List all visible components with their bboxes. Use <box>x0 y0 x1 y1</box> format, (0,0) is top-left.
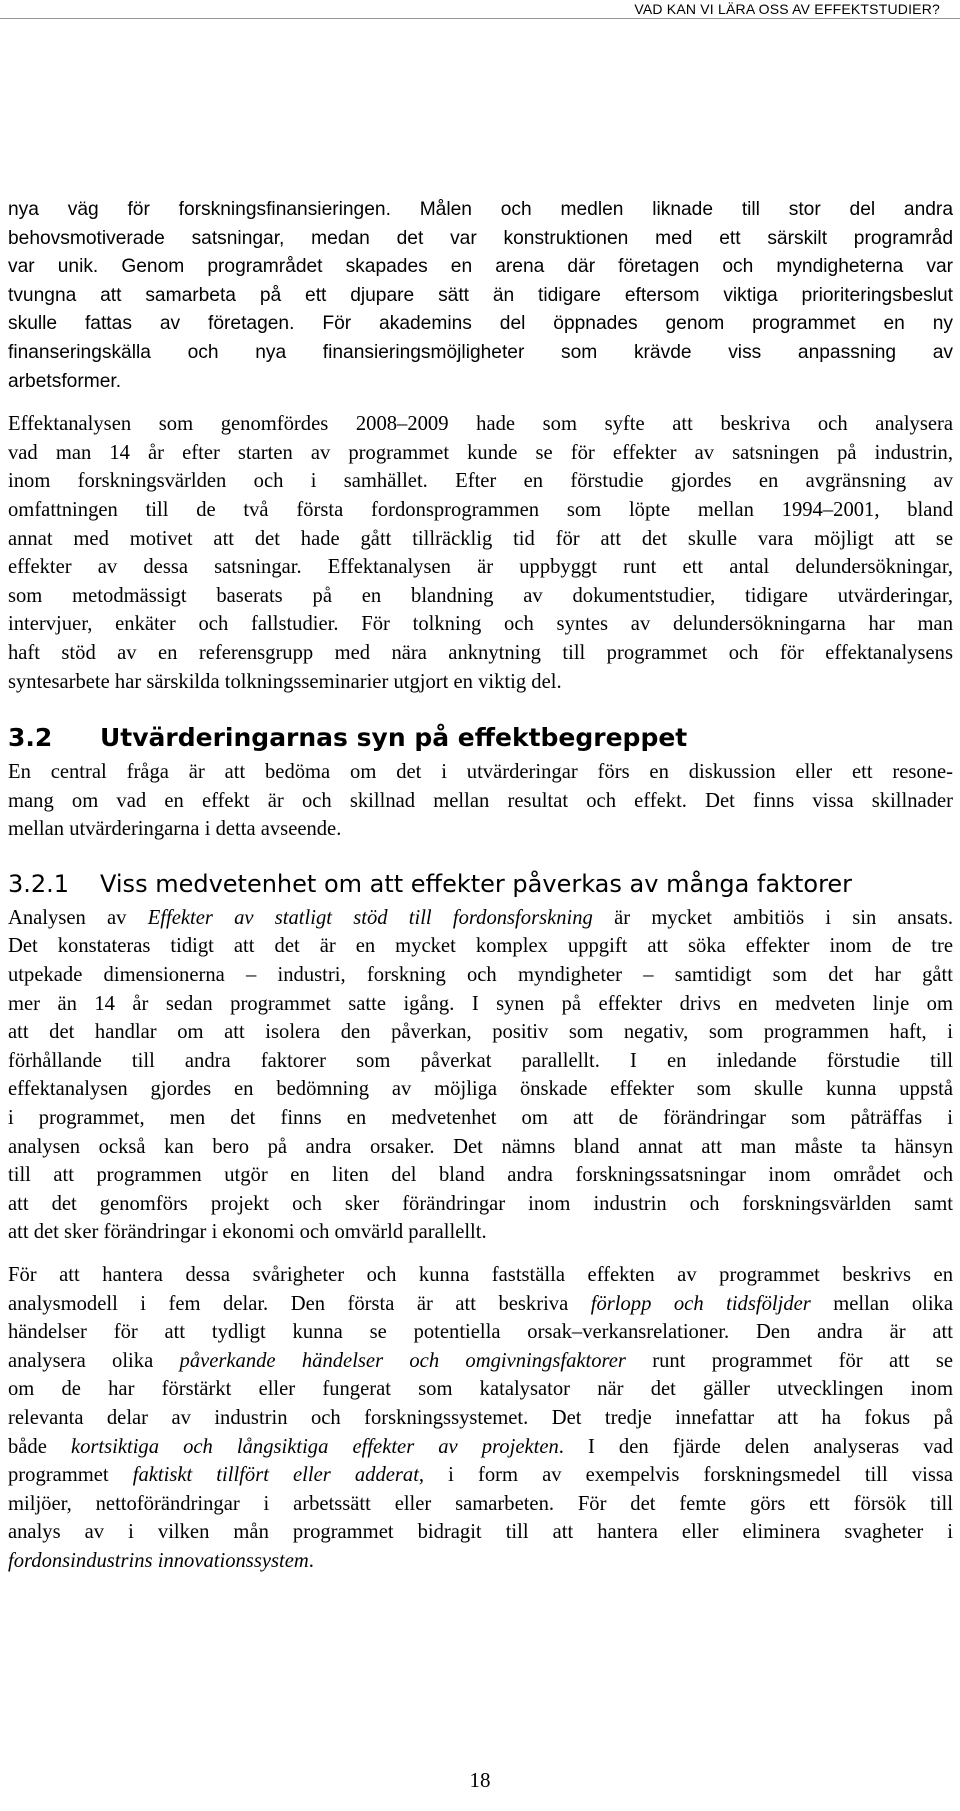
paragraph-central-question <box>8 758 953 844</box>
text-line: analysera olika påverkande händelser och omgivningsfaktorer runt programmet för att se <box>8 1349 953 1372</box>
text-line: till att programmen utgör en liten del bland andra forskningssatsningar inom området och <box>8 1164 953 1187</box>
paragraph-effect-analysis <box>8 410 953 696</box>
subsection-title: Viss medvetenhet om att effekter påverkas av många faktorer <box>100 869 853 898</box>
text-line: förhållande till andra faktorer som påverkat parallellt. I en inledande förstudie till <box>8 1049 953 1072</box>
section-title: Utvärderingarnas syn på effektbegreppet <box>100 723 688 753</box>
text-line: att det handlar om att isolera den påverkan, positiv som negativ, som programmen haft, i <box>8 1021 953 1044</box>
italic-report-title: Effekter av statligt stöd till fordonsforskning <box>147 906 593 929</box>
text-line: att det sker förändringar i ekonomi och omvärld parallellt. <box>8 1221 487 1244</box>
text-line: Det konstateras tidigt att det är en mycket komplex uppgift att söka effekter inom de tre <box>8 935 953 958</box>
text-line: omfattningen till de två första fordonsprogrammen som löpte mellan 1994–2001, bland <box>8 498 953 521</box>
text-line: analys av i vilken mån programmet bidragit till att hantera eller eliminera svagheter i <box>8 1521 953 1544</box>
text-line: finanseringskälla och nya finansieringsmöjligheter som krävde viss anpassning av <box>8 341 953 363</box>
running-header <box>0 0 960 16</box>
text-line: om de har förstärkt eller fungerat som katalysator när det gäller utvecklingen inom <box>8 1378 953 1401</box>
section-heading <box>8 718 953 758</box>
text-line: skulle fattas av företagen. För akademins del öppnades genom programmet en ny <box>8 313 953 335</box>
paragraph-analysis-ambition <box>8 904 953 1247</box>
text-line: För att hantera dessa svårigheter och kunna fastställa effekten av programmet beskrivs en <box>8 1264 953 1286</box>
text-line: utpekade dimensionerna – industri, forskning och myndigheter – samtidigt som det har gått <box>8 964 953 987</box>
subsection-number: 3.2.1 <box>8 869 70 898</box>
running-title: VAD KAN VI LÄRA OSS AV EFFEKTSTUDIER? <box>634 1 940 17</box>
text-line: haft stöd av en referensgrupp med nära anknytning till programmet och för effektanalysens <box>8 641 953 664</box>
text-line: analysmodell i fem delar. Den första är att beskriva förlopp och tidsföljder mellan olika <box>8 1292 953 1315</box>
text-line: att det genomförs projekt och sker förändringar inom industrin och forskningsvärlden samt <box>8 1192 953 1215</box>
text-line: annat med motivet att det hade gått tillräcklig tid för att det skulle vara möjligt att se <box>8 527 953 550</box>
text-line: tvungna att samarbeta på ett djupare sätt än tidigare eftersom viktiga prioriteringsbeslut <box>8 284 953 306</box>
text-line: intervjuer, enkäter och fallstudier. För tolkning och syntes av delundersökningarna har man <box>8 613 953 636</box>
text-line: vad man 14 år efter starten av programmet kunde se för effekter av satsningen på industrin, <box>8 441 953 464</box>
text-line: mellan utvärderingarna i detta avseende. <box>8 818 342 841</box>
text-line: miljöer, nettoförändringar i arbetssätt eller samarbeten. För det femte görs ett försök till <box>8 1492 953 1515</box>
text-line: Analysen av Effekter av statligt stöd till fordonsforskning är mycket ambitiös i sin ansats. <box>8 906 954 929</box>
text-line: arbetsformer. <box>8 370 122 392</box>
text-line: i programmet, men det finns en medvetenhet om att de förändringar som påträffas i <box>8 1107 953 1130</box>
text-line: både kortsiktiga och långsiktiga effekter av projekten. I den fjärde delen analyseras vad <box>8 1435 953 1458</box>
text-line: effektanalysen gjordes en bedömning av möjliga önskade effekter som skulle kunna uppstå <box>8 1078 953 1101</box>
text-line: händelser för att tydligt kunna se potentiella orsak–verkansrelationer. Den andra är att <box>8 1321 953 1344</box>
text-line: Effektanalysen som genomfördes 2008–2009 hade som syfte att beskriva och analysera <box>8 413 953 436</box>
text-line: En central fråga är att bedöma om det i utvärderingar förs en diskussion eller ett resone- <box>8 761 953 784</box>
text-line: programmet faktiskt tillfört eller adderat, i form av exempelvis forskningsmedel till vissa <box>8 1464 953 1487</box>
text-line: var unik. Genom programrådet skapades en arena där företagen och myndigheterna var <box>8 256 953 278</box>
text-line: mer än 14 år sedan programmet satte igång. I synen på effekter drivs en medveten linje om <box>8 992 953 1015</box>
text-line: mang om vad en effekt är och skillnad mellan resultat och effekt. Det finns vissa skillnader <box>8 789 953 812</box>
page-number: 18 <box>469 1768 491 1792</box>
section-number: 3.2 <box>8 723 53 753</box>
text-line: syntesarbete har särskilda tolkningsseminarier utgjort en viktig del. <box>8 670 562 693</box>
text-line: behovsmotiverade satsningar, medan det var konstruktionen med ett särskilt programråd <box>8 227 953 249</box>
text-line: effekter av dessa satsningar. Effektanalysen är uppbyggt runt ett antal delundersökningar, <box>8 556 953 579</box>
text-line: fordonsindustrins innovationssystem. <box>8 1549 314 1572</box>
page-body <box>8 196 953 1576</box>
text-line: inom forskningsvärlden och i samhället. Efter en förstudie gjordes en avgränsning av <box>8 470 953 493</box>
paragraph-analysis-model <box>8 1261 953 1576</box>
header-rule <box>0 18 960 19</box>
paragraph-program-background <box>8 196 953 396</box>
subsection-heading <box>8 864 953 904</box>
text-line: som metodmässigt baserats på en blandning av dokumentstudier, tidigare utvärderingar, <box>8 584 953 607</box>
text-line: analysen också kan bero på andra orsaker. Det nämns bland annat att man måste ta hänsyn <box>8 1135 953 1158</box>
text-line: nya väg för forskningsfinansieringen. Målen och medlen liknade till stor del andra <box>8 199 953 220</box>
text-line: relevanta delar av industrin och forskningssystemet. Det tredje innefattar att ha fokus på <box>8 1406 953 1429</box>
